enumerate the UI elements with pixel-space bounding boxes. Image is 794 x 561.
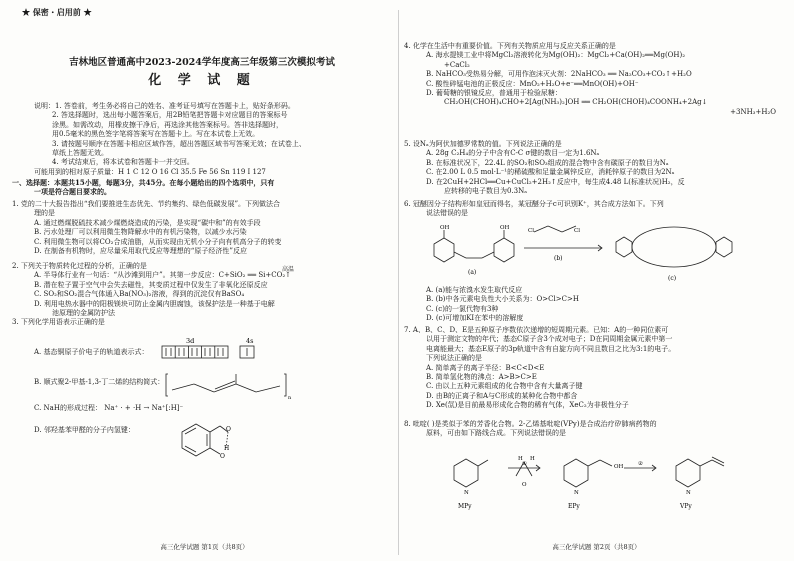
q2-option-c: C. SO₂和SO₂混合气体通入Ba(NO₃)₂溶液，得到的沉淀仅有BaSO₄ xyxy=(34,290,245,299)
page-footer-1: 高三化学试题 第1页（共8页） xyxy=(160,543,249,551)
question-7: 7. A、B、C、D、E是五种原子序数依次递增的短周期元素。已知：A的一种同位素可 以用于测定文物的年代；基态C原子含3个成对电子；D在同周期金属元素中第一 电离能最大；基态E原子的3p轨道中含有自旋方向不同且数目之比为3:1的电子。 下列说法正确的是 A. 简单离子的离子半径：B<C<D<E B. 简单氢化物的沸点：A>B>C>E C. 由以上五种元素组成的化合物中含有大量离子键 D. 由B的正离子和A与C形成的某种化合物中都含 D. Xe(氙)是目前最易形成化合物的稀有气体，XeC₂为非极性分子 xyxy=(404,326,676,410)
q2-option-a: A. 半导体行业有一句话：“从沙滩到用户”。其第一步反应：C+SiO₂ ══ Si+CO₂↑ 高温 xyxy=(34,266,295,280)
label-a: (a) xyxy=(468,269,477,276)
question-1: 1. 党的二十大报告指出“我们要推进生态优先、节约集约、绿色低碳发展”。下列做法合 理的是 A. 通过燃煤脱硫技术减少煤燃烧造成的污染，是实现“碳中和”的有效手段 B. 污水处理厂可以利用微生物降解水中的有机污染物，以减少水污染 C. 利用微生物可以将CO₂合成油脂，从而实现由无机小分子向有机高分子的转变 D. 在制备有机物时，应尽量采用取代反应等理想的“原子经济性”反应 xyxy=(12,200,390,256)
svg-text:Cl: Cl xyxy=(528,228,534,234)
question-6: 6. 冠醚因分子结构形如皇冠而得名，某冠醚分子c可识别K⁺，其合成方法如下。下列 说法错误的是 xyxy=(404,200,664,218)
q6-options: A. (a)能与浓溴水发生取代反应 B. (b)中各元素电负性大小关系为：O>Cl>C>H C. (c)的一氯代物有3种 D. (c)可增加KI在苯中的溶解度 xyxy=(426,286,579,323)
section-one-heading: 一、选择题：本题共15小题，每题3分，共45分。在每小题给出的四个选项中，只有 一项是符合题目要求的。 xyxy=(12,178,275,197)
exam-title: 吉林地区普通高中2023-2024学年度高三年级第三次模拟考试 xyxy=(69,57,335,68)
q2-option-b: B. 潜在粒子置于空气中会失去磁性，其变质过程中仅发生了非氧化还原反应 xyxy=(34,280,268,289)
svg-text:OH: OH xyxy=(440,225,450,231)
svg-text:O: O xyxy=(220,453,225,460)
orbital-diagram xyxy=(160,336,280,362)
instructions: 说明：1. 答卷前，考生务必将自己的姓名、准考证号填写在答题卡上，贴好条形码。 2. 答选择题时，选出每小题答案后，用2B铅笔把答题卡对应题目的答案标号 涂黑。如需改动，用橡皮擦干净后，再选涂其他答案标号。答非选择题时， 用0.5毫米的黑色签字笔将答案写在答题卡上。写在本试卷上无效。 3. 请按题号顺序在答题卡相应区域作答，超出答题区域书写答案无效；在试卷上、 草纸上答题无效。 4. 考试结束后，将本试卷和答题卡一并交回。 可能用到的相对原子质量：H 1 C 12 O 16 Cl 35.5 Fe 56 Sn 119 I 127 xyxy=(12,102,390,177)
salicylaldehyde-structure xyxy=(162,420,242,470)
atomic-masses: 可能用到的相对原子质量：H 1 C 12 O 16 Cl 35.5 Fe 56 Sn 119 I 127 xyxy=(34,167,266,176)
question-2: 2. 下列关于物质转化过程的分析，正确的是 A. 半导体行业有一句话：“从沙滩到用户”。其第一步反应：C+SiO₂ ══ Si+CO₂↑ 高温 B. 潜在粒子置于空气中会失去磁性，其变质过程中仅发生了非氧化还原反应 C. SO₂和SO₂混合气体通入Ba(NO₃)₂溶液，得到的沉淀仅有BaSO₄ D. 利用电热水器中的阳极镁块可防止金属内胆腐蚀，该保护法是一种基于电解 池原理的金属防护法 xyxy=(12,262,390,318)
label-b: (b) xyxy=(554,255,563,262)
q3-option-a: A. 基态铜原子价电子的轨道表示式： 3d 4s xyxy=(12,336,390,357)
question-3: 3. 下列化学用语表示正确的是 xyxy=(12,318,105,326)
polymer-structure xyxy=(164,370,294,400)
svg-text:H: H xyxy=(224,445,230,452)
q3-option-d: D. 邻羟基苯甲醛的分子内氢键： O O H xyxy=(12,426,390,435)
reaction-condition: 高温 xyxy=(282,266,295,274)
vpy-synthesis-scheme xyxy=(444,446,764,526)
confidential-mark: ★ 保密・启用前 ★ xyxy=(22,7,92,17)
q1-option-b: B. 污水处理厂可以利用微生物降解水中的有机污染物，以减少水污染 xyxy=(34,228,247,237)
label-vpy: VPy xyxy=(680,503,692,510)
q3-option-c: C. NaH的形成过程： Na⁺ · + ·H → Na⁺[:H]⁻ xyxy=(34,404,184,412)
right-column xyxy=(404,0,789,561)
q3-option-b: B. 顺式聚2-甲基-1,3-丁二烯的结构简式： n xyxy=(12,370,390,387)
column-divider xyxy=(398,10,399,555)
step-1-label: ① xyxy=(522,461,527,467)
svg-text:N: N xyxy=(686,490,691,496)
crown-ether-scheme xyxy=(424,224,764,284)
nah-formation: Na⁺ · + ·H → Na⁺[:H]⁻ xyxy=(104,404,184,412)
question-4: 4. 化学在生活中有重要价值。下列有关物质应用与反应关系正确的是 A. 海水提镁工业中将MgCl₂溶液转化为Mg(OH)₂：MgCl₂+Ca(OH)₂══Mg(OH)₂ +CaCl₂ B. NaHCO₃受热易分解，可用作泡沫灭火剂：2NaHCO₃ ══ Na₂CO₃+CO₂↑+H₂O C. 酸性碎锰电池的正极反应：MnO₂+H₂O+e⁻══MnO(OH)+OH⁻ D. 葡萄糖的银镜反应，普通用于检验尿糖： CH₂OH(CHOH)₄CHO+2[Ag(NH₃)₂]OH ══ CH₂OH(CHOH)₄COONH₄+2Ag↓ +3NH₃+H₂O xyxy=(404,42,776,116)
label-epy: EPy xyxy=(568,503,580,510)
subject-title: 化 学 试 题 xyxy=(148,73,256,88)
label-mpy: MPy xyxy=(458,503,472,510)
question-5: 5. 设Nₐ为阿伏加德罗常数的值。下列说法正确的是 A. 28g C₂H₄的分子中含有C-C σ键的数目一定为1.6Nₐ B. 在标准状况下，22.4L 的SO₂和SO₃组成的混合物中含有碳原子的数目为Nₐ C. 在2.00 L 0.5 mol·L⁻¹的稀硫酸和足量金属锌反应，消耗锌原子的数目为2Nₐ D. 在2CuH+2HCl══Cu+CuCl₂+2H₂↑反应中，每生成4.48 L(标准状况)H₂，反 应转移的电子数目为0.3Nₐ xyxy=(404,140,685,196)
svg-text:O: O xyxy=(226,426,231,433)
svg-text:O: O xyxy=(522,482,527,488)
q1-option-a: A. 通过燃煤脱硫技术减少煤燃烧造成的污染，是实现“碳中和”的有效手段 xyxy=(34,218,261,227)
svg-text:N: N xyxy=(464,490,469,496)
svg-text:H: H xyxy=(530,456,535,462)
svg-text:H: H xyxy=(518,456,523,462)
orbital-4s-label: 4s xyxy=(246,337,254,345)
page-footer-2: 高三化学试题 第2页（共8页） xyxy=(552,543,641,551)
svg-text:Cl: Cl xyxy=(574,228,580,234)
step-2-label: ② xyxy=(638,461,643,467)
question-8: 8. 吡啶( )是类似于苯的芳香化合物。2-乙烯基吡啶(VPy)是合成治疗矽肺病药物的 原料，可由如下路线合成。下列说法错误的是 xyxy=(404,420,657,438)
svg-text:OH: OH xyxy=(614,464,624,470)
svg-text:n: n xyxy=(288,395,292,400)
orbital-3d-label: 3d xyxy=(186,337,195,345)
q1-option-d: D. 在制备有机物时，应尽量采用取代反应等理想的“原子经济性”反应 xyxy=(34,247,247,256)
left-column xyxy=(12,0,397,561)
svg-text:N: N xyxy=(574,490,579,496)
label-c: (c) xyxy=(668,275,677,282)
q1-option-c: C. 利用微生物可以将CO₂合成油脂，从而实现由无机小分子向有机高分子的转变 xyxy=(34,237,282,246)
q2-option-d: D. 利用电热水器中的阳极镁块可防止金属内胆腐蚀，该保护法是一种基于电解 xyxy=(34,299,275,308)
svg-text:OH: OH xyxy=(500,225,510,231)
